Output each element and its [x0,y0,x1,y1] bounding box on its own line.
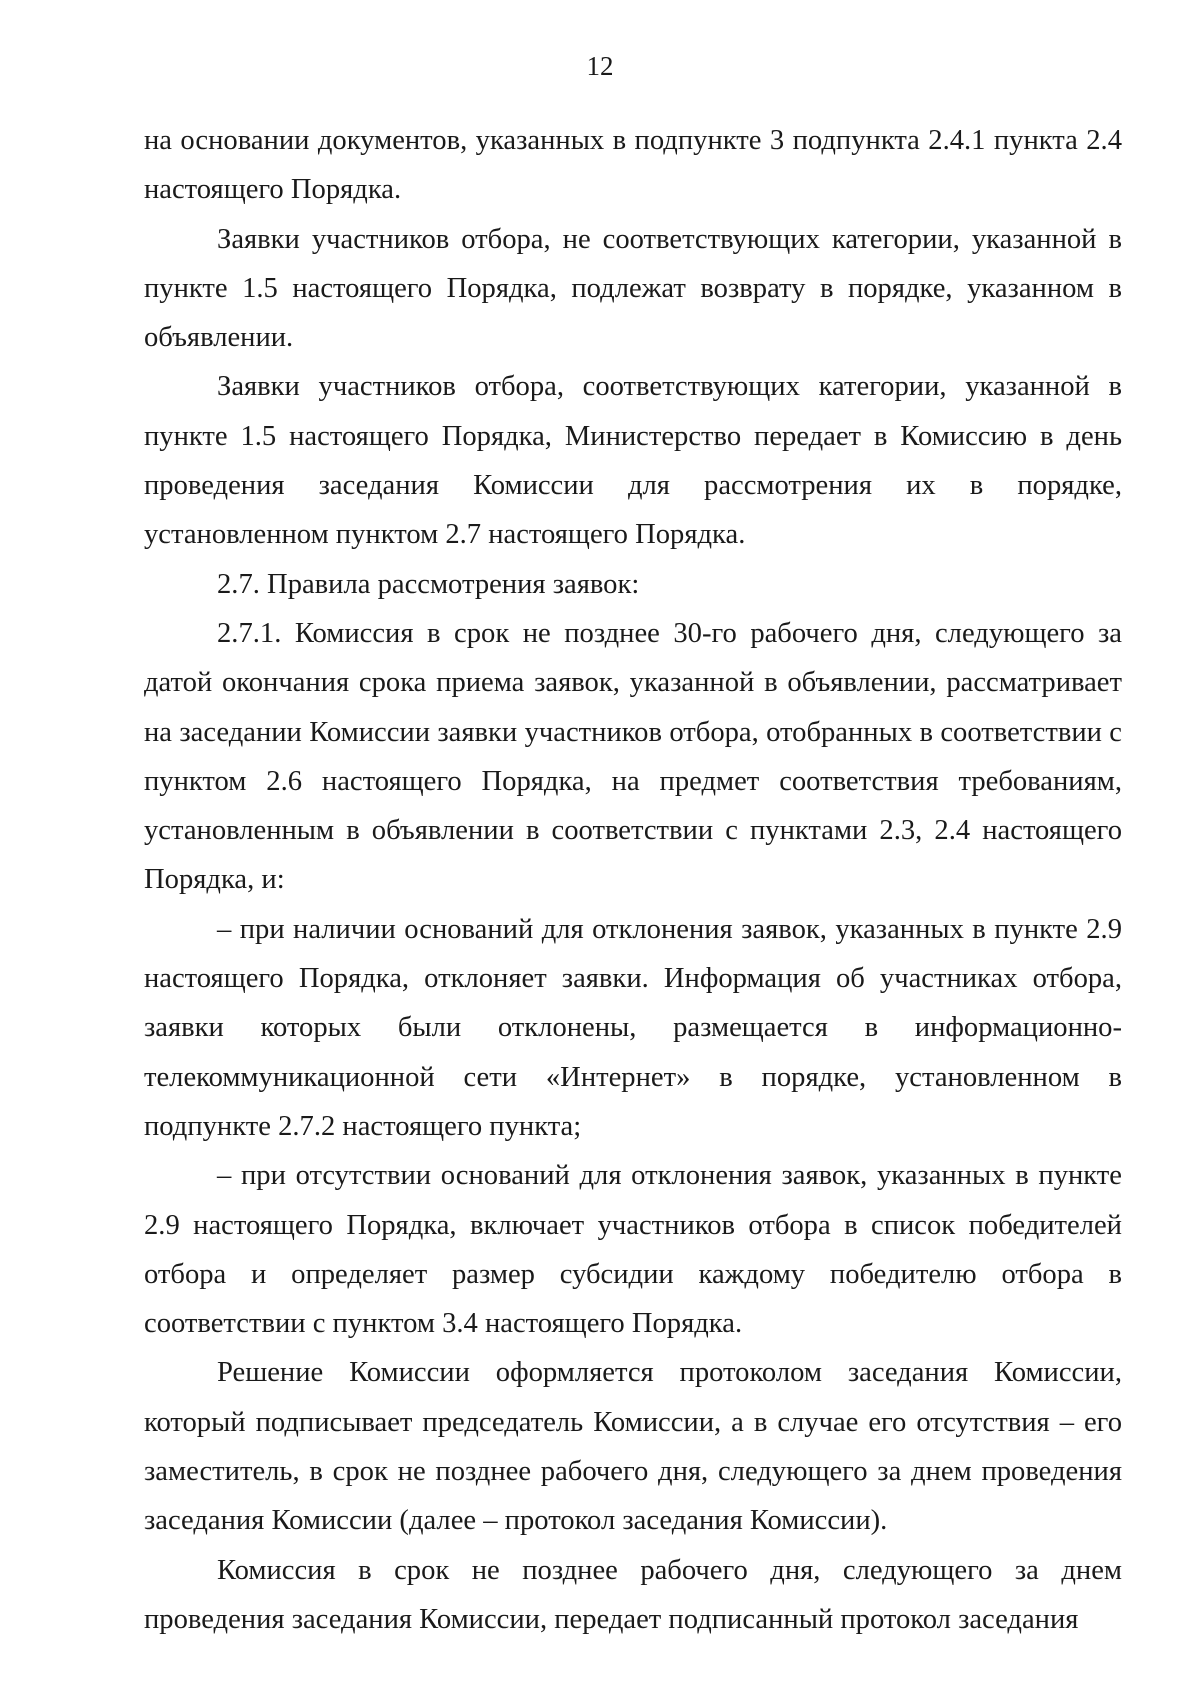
list-item: – при наличии оснований для отклонения заявок, указанных в пункте 2.9 настоящего Порядка, отклоняет заявки. Информация об участниках отбора, заявки которых были отклонены, размещается в информационно-телекоммуникационной сети «Интернет» в порядке, установленном в подпункте 2.7.2 настоящего пункта; [144,913,1122,1142]
paragraph: Комиссия в срок не позднее рабочего дня, следующего за днем проведения заседания Комиссии, передает подписанный протокол заседания [144,1554,1122,1635]
page-number: 12 [586,51,614,81]
section-heading: 2.7. Правила рассмотрения заявок: [217,568,640,600]
paragraph: на основании документов, указанных в подпункте 3 подпункта 2.4.1 пункта 2.4 настоящего Порядка. [144,125,1122,206]
paragraph: 2.7.1. Комиссия в срок не позднее 30-го рабочего дня, следующего за датой окончания срока приема заявок, указанной в объявлении, рассматривает на заседании Комиссии заявки участников отбора, отобранных в соответствии с пунктом 2.6 настоящего Порядка, на предмет соответствия требованиям, установленным в объявлении в соответствии с пунктами 2.3, 2.4 настоящего Порядка, и: [144,617,1122,896]
paragraph: Заявки участников отбора, соответствующих категории, указанной в пункте 1.5 настоящего Порядка, Министерство передает в Комиссию в день проведения заседания Комиссии для рассмотрения их в порядке, установленном пунктом 2.7 настоящего Порядка. [144,371,1122,551]
paragraph: Решение Комиссии оформляется протоколом заседания Комиссии, который подписывает председатель Комиссии, а в случае его отсутствия – его заместитель, в срок не позднее рабочего дня, следующего за днем проведения заседания Комиссии (далее – протокол заседания Комиссии). [144,1357,1122,1537]
paragraph: Заявки участников отбора, не соответствующих категории, указанной в пункте 1.5 настоящего Порядка, подлежат возврату в порядке, указанном в объявлении. [144,223,1122,354]
list-item: – при отсутствии оснований для отклонения заявок, указанных в пункте 2.9 настоящего Порядка, включает участников отбора в список победителей отбора и определяет размер субсидии каждому победителю отбора в соответствии с пунктом 3.4 настоящего Порядка. [144,1160,1122,1340]
document-body [144,116,1122,1644]
